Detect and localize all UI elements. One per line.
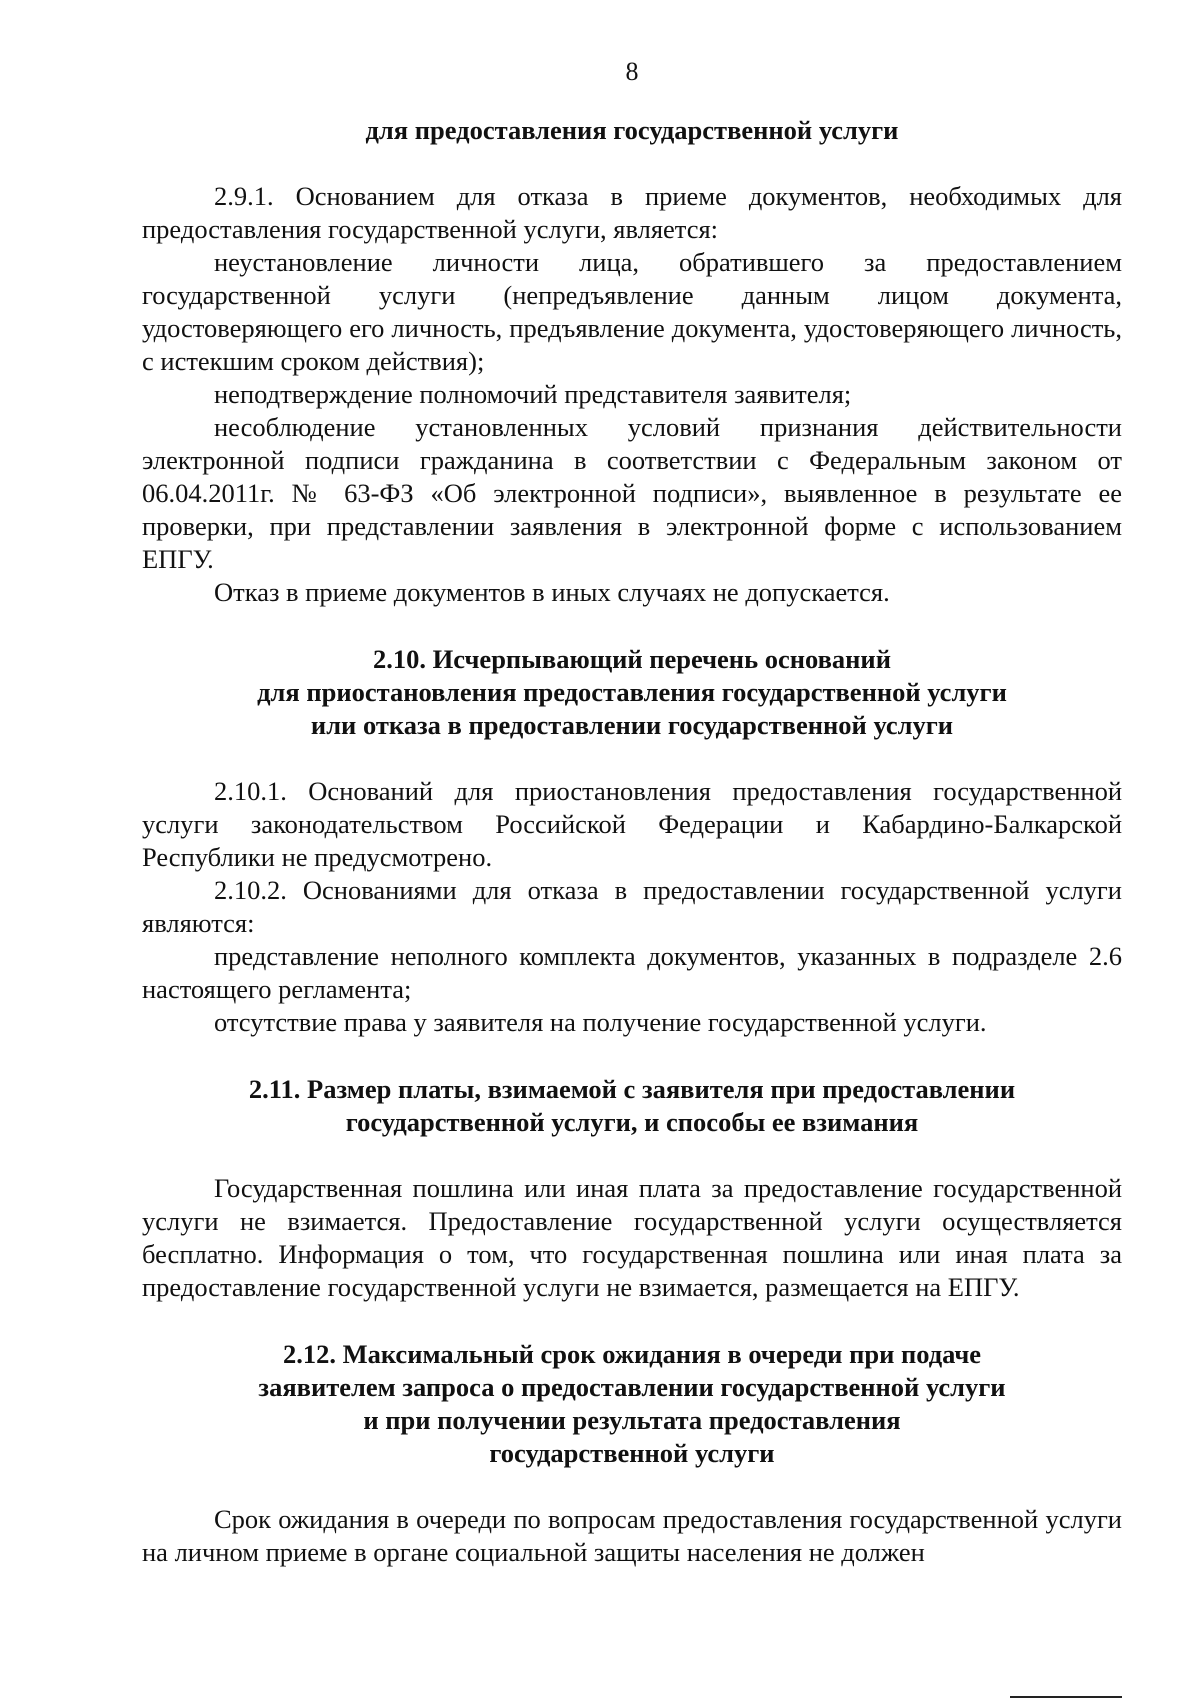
spacer	[142, 147, 1122, 180]
spacer	[142, 1304, 1122, 1338]
heading-line: государственной услуги, и способы ее взимания	[345, 1107, 919, 1137]
paragraph-2-10-1: 2.10.1. Оснований для приостановления предоставления государственной услуги законодательством Российской Федерации и Кабардино-Балкарской Республики не предусмотрено.	[142, 776, 1122, 872]
heading-line: для приостановления предоставления государственной услуги	[257, 677, 1007, 707]
spacer	[142, 1470, 1122, 1503]
spacer	[142, 1039, 1122, 1073]
paragraph-signature: несоблюдение установленных условий признания действительности электронной подписи гражданина в соответствии с Федеральным законом от 06.04.2011г. № 63-ФЗ «Об электронной подписи», выявленное в результате ее проверки, при представлении заявления в электронной форме с использованием ЕПГУ.	[142, 412, 1122, 574]
heading-line: 2.12. Максимальный срок ожидания в очереди при подаче	[282, 1339, 982, 1369]
paragraph-identity: неустановление личности лица, обратившего за предоставлением государственной услуги (непредъявление данным лицом документа, удостоверяющего его личность, предъявление документа, удостоверяющего личность, с истекшим сроком действия);	[142, 247, 1122, 376]
heading-line: государственной услуги	[489, 1438, 775, 1468]
section-2-9-heading-tail	[142, 114, 1122, 147]
page-content	[142, 114, 1122, 1569]
spacer	[142, 742, 1122, 775]
section-2-11-heading	[142, 1073, 1122, 1139]
spacer	[142, 609, 1122, 643]
heading-line: или отказа в предоставлении государственной услуги	[310, 710, 954, 740]
paragraph-refusal-other: Отказ в приеме документов в иных случаях не допускается.	[214, 577, 890, 607]
section-2-10-heading	[142, 643, 1122, 742]
heading-line: 2.10. Исчерпывающий перечень оснований	[373, 644, 891, 674]
footer-rule	[1010, 1696, 1122, 1698]
paragraph-2-10-2: 2.10.2. Основаниями для отказа в предоставлении государственной услуги являются:	[142, 875, 1122, 938]
paragraph-authority: неподтверждение полномочий представителя заявителя;	[214, 379, 852, 409]
paragraph-queue-time: Срок ожидания в очереди по вопросам предоставления государственной услуги на личном приеме в органе социальной защиты населения не должен	[142, 1504, 1122, 1567]
section-2-12-heading	[142, 1338, 1122, 1470]
heading-line: 2.11. Размер платы, взимаемой с заявителя при предоставлении	[248, 1074, 1016, 1104]
page-number: 8	[625, 57, 639, 86]
heading-line: и при получении результата предоставления	[363, 1405, 901, 1435]
paragraph-2-9-1: 2.9.1. Основанием для отказа в приеме документов, необходимых для предоставления государственной услуги, является:	[142, 181, 1122, 244]
paragraph-incomplete-docs: представление неполного комплекта документов, указанных в подразделе 2.6 настоящего регламента;	[142, 941, 1122, 1004]
heading-line: для предоставления государственной услуги	[365, 115, 899, 145]
spacer	[142, 1139, 1122, 1172]
paragraph-fee: Государственная пошлина или иная плата за предоставление государственной услуги не взимается. Предоставление государственной услуги осуществляется бесплатно. Информация о том, что государственная пошлина или иная плата за предоставление государственной услуги не взимается, размещается на ЕПГУ.	[142, 1173, 1122, 1302]
paragraph-no-right: отсутствие права у заявителя на получение государственной услуги.	[214, 1007, 987, 1037]
heading-line: заявителем запроса о предоставлении государственной услуги	[258, 1372, 1006, 1402]
